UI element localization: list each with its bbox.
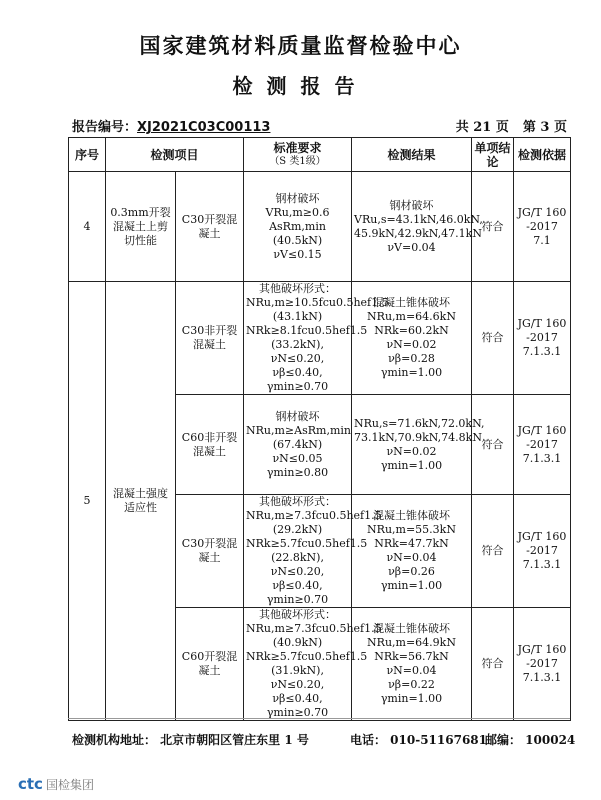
row-sub-item: C60开裂混凝土 [176,608,244,721]
result-line: γmin=1.00 [380,579,443,592]
row-sub-item: C30开裂混凝土 [176,172,244,282]
row-requirement [244,172,352,282]
row-no: 4 [69,172,106,282]
req-line: NRu,m≥7.3fcu0.5hef1.5 [246,622,382,635]
logo-mark: ctc [18,775,43,793]
result-line: νN=0.04 [386,551,437,564]
footer-address: 检测机构地址： 北京市朝阳区管庄东里 1 号 [72,733,309,747]
row-no: 5 [69,282,106,721]
row-sub-item: C60非开裂混凝土 [176,395,244,495]
row-conclusion: 符合 [472,172,514,282]
req-line: νN≤0.05 [272,451,323,465]
header-item: 检测项目 [106,138,244,172]
page-number: 第 3 页 [522,120,567,135]
header-requirement [244,138,352,172]
organization-name: 国家建筑材料质量监督检验中心 [139,33,462,58]
header-basis: 检测依据 [514,138,571,172]
req-line: (31.9kN), νN≤0.20, [270,664,325,691]
result-line: 45.9kN,42.9kN,47.1kN [354,226,482,240]
page-info [442,116,567,135]
row-conclusion: 符合 [472,395,514,495]
row-requirement [244,608,382,721]
result-line: γmin=1.00 [380,692,443,705]
header-req-label: 标准要求 [273,140,322,155]
row-basis: JG/T 160 -2017 7.1.3.1 [514,395,571,495]
result-line: NRk=47.7kN [374,537,449,550]
req-line: (29.2kN) [272,523,323,536]
req-line: γmin≥0.80 [266,465,329,479]
result-line: NRu,m=64.9kN [367,636,456,649]
req-line: 钢材破坏 [275,191,320,205]
req-line: NRu,m≥AsRm,min [246,423,351,437]
row-basis: JG/T 160 -2017 7.1.3.1 [514,282,571,395]
result-line: νN=0.02 [386,338,437,351]
row-basis: JG/T 160 -2017 7.1.3.1 [514,608,571,721]
row-requirement [244,282,389,395]
row-requirement [244,395,352,495]
req-line: 其他破坏形式： [259,495,337,508]
result-line: 混凝土锥体破坏 [373,296,451,309]
result-line: NRk=56.7kN [374,650,449,663]
req-line: νβ≤0.40, γmin≥0.70 [266,366,329,393]
req-line: 钢材破坏 [275,409,320,423]
row-requirement [244,495,382,608]
row-basis: JG/T 160 -2017 7.1 [514,172,571,282]
logo-group-name: 国检集团 [45,778,94,792]
header-result: 检测结果 [352,138,472,172]
row-conclusion: 符合 [472,495,514,608]
header-req-sub: （S 类1级） [269,155,326,167]
footer-postcode: 邮编： 100024 [485,733,576,747]
table-row [69,282,571,395]
row-basis: JG/T 160 -2017 7.1.3.1 [514,495,571,608]
report-number-value: XJ2021C03C00113 [137,120,271,135]
result-line: NRu,s=71.6kN,72.0kN, [354,416,485,430]
row-conclusion: 符合 [472,282,514,395]
req-line: VRu,m≥0.6 AsRm,min [265,205,330,233]
header-conclusion: 单项结论 [472,138,514,172]
req-line: (40.5kN) [272,233,323,247]
req-line: NRk≥5.7fcu0.5hef1.5 [246,537,368,550]
req-line: (22.8kN), νN≤0.20, [270,551,325,578]
footer-divider [68,718,570,719]
result-line: 73.1kN,70.9kN,74.8kN [354,430,482,444]
result-line: γmin=1.00 [380,458,443,472]
report-title: 检测报告 [232,74,369,98]
row-result [352,172,483,282]
req-line: νβ≤0.40, γmin≥0.70 [266,692,329,719]
req-line: NRk≥5.7fcu0.5hef1.5 [246,650,368,663]
result-line: νN=0.02 [386,444,437,458]
req-line: NRu,m≥7.3fcu0.5hef1.5 [246,509,382,522]
report-number-label: 报告编号： [72,120,138,135]
result-line: γmin=1.00 [380,366,443,379]
result-line: νβ=0.22 [388,678,435,691]
req-line: (43.1kN) [272,310,323,323]
footer-phone: 电话： 010-51167681 [350,733,488,747]
req-line: NRu,m≥10.5fcu0.5hef1.5 [246,296,389,309]
row-conclusion: 符合 [472,608,514,721]
row-item: 混凝土强度适应性 [106,282,176,721]
req-line: 其他破坏形式： [259,282,337,295]
req-line: 其他破坏形式： [259,608,337,621]
req-line: (67.4kN) [272,437,323,451]
header-no: 序号 [69,138,106,172]
req-line: (40.9kN) [272,636,323,649]
result-line: NRk=60.2kN [374,324,449,337]
ctc-logo [18,775,94,793]
results-table [68,137,571,721]
result-line: νβ=0.28 [388,352,435,365]
result-line: 钢材破坏 [389,198,434,212]
req-line: (33.2kN), νN≤0.20, [270,338,325,365]
result-line: NRu,m=55.3kN [367,523,456,536]
table-header-row [69,138,571,172]
report-number [72,116,270,135]
result-line: νN=0.04 [386,664,437,677]
row-result [352,395,485,495]
result-line: VRu,s=43.1kN,46.0kN, [354,212,483,226]
req-line: νβ≤0.40, γmin≥0.70 [266,579,329,606]
result-line: 混凝土锥体破坏 [373,622,451,635]
row-item: 0.3mm开裂混凝土上剪切性能 [106,172,176,282]
result-line: νV=0.04 [387,240,436,254]
result-line: NRu,m=64.6kN [367,310,456,323]
total-pages: 共 21 页 [455,120,509,135]
row-sub-item: C30开裂混凝土 [176,495,244,608]
result-line: 混凝土锥体破坏 [373,509,451,522]
result-line: νβ=0.26 [388,565,435,578]
req-line: NRk≥8.1fcu0.5hef1.5 [246,324,368,337]
req-line: νV≤0.15 [273,247,322,261]
row-sub-item: C30非开裂混凝土 [176,282,244,395]
table-row [69,172,571,282]
